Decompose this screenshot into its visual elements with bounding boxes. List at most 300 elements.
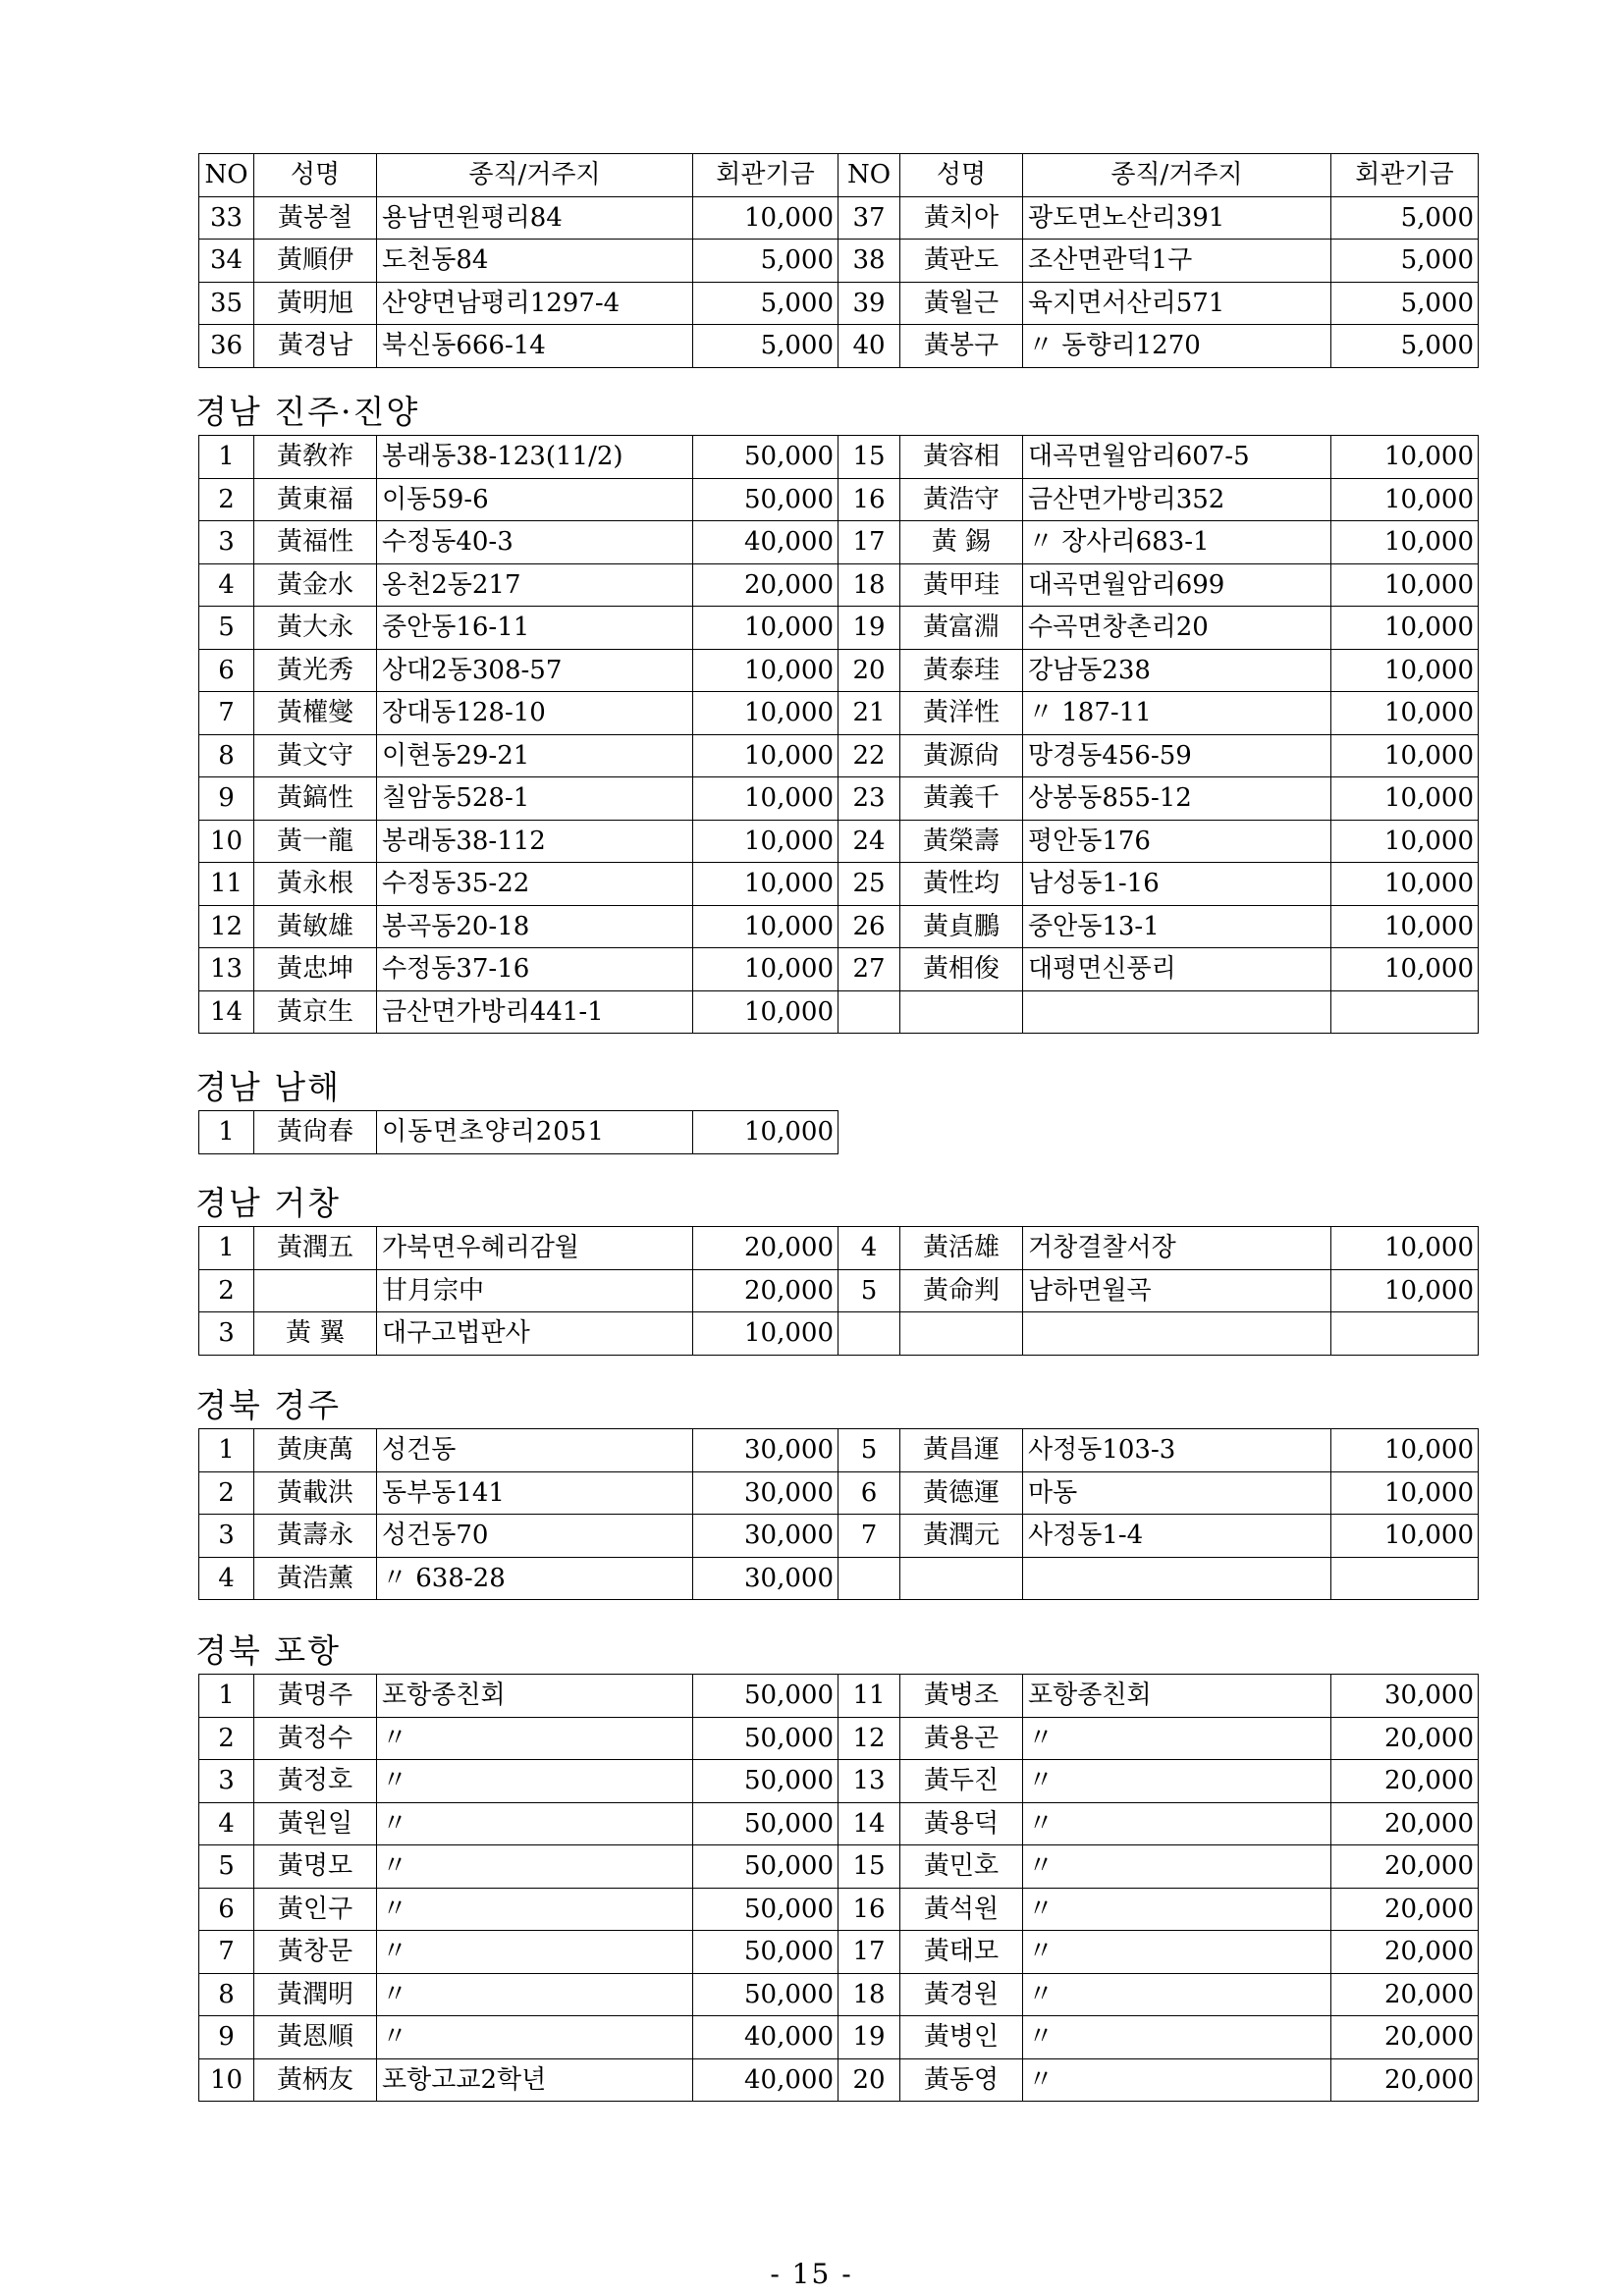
column-header-name: 성명 [254,154,377,197]
table-row [199,820,1479,863]
table-row [199,1973,1479,2016]
member-amount: 10,000 [693,777,839,821]
member-no: 14 [839,1802,900,1845]
member-name: 黃德運 [900,1471,1023,1515]
member-address: 동부동141 [377,1471,693,1515]
member-amount: 10,000 [693,1312,839,1356]
member-name: 黃정수 [254,1717,377,1760]
member-no: 4 [839,1227,900,1270]
member-address: 이동59-6 [377,478,693,521]
table-row [199,240,1479,283]
member-no: 18 [839,1973,900,2016]
member-amount: 20,000 [1331,1931,1479,1974]
member-address: 금산면가방리441-1 [377,990,693,1034]
member-amount: 20,000 [1331,1973,1479,2016]
member-amount [1331,1557,1479,1600]
column-header-address: 종직/거주지 [377,154,693,197]
member-address: 수정동37-16 [377,948,693,991]
table-row [199,282,1479,325]
member-name: 黃치아 [900,196,1023,240]
member-amount: 20,000 [1331,1802,1479,1845]
member-name: 黃병조 [900,1675,1023,1718]
member-no: 37 [839,196,900,240]
member-name: 黃태모 [900,1931,1023,1974]
member-address: 〃 [1023,1717,1331,1760]
member-no: 12 [839,1717,900,1760]
column-header-no: NO [839,154,900,197]
member-address: 〃 [1023,1760,1331,1803]
table-row [199,1429,1479,1472]
member-amount: 20,000 [1331,2058,1479,2102]
member-address: 상대2동308-57 [377,649,693,692]
member-no: 1 [199,1227,254,1270]
member-no: 10 [199,820,254,863]
member-name: 黃柄友 [254,2058,377,2102]
member-amount: 30,000 [693,1471,839,1515]
member-address: 중안동16-11 [377,607,693,650]
member-amount: 10,000 [1331,563,1479,607]
member-name: 黃義千 [900,777,1023,821]
member-address: 수곡면창촌리20 [1023,607,1331,650]
member-amount: 10,000 [1331,607,1479,650]
member-amount: 10,000 [693,649,839,692]
member-address: 대평면신풍리 [1023,948,1331,991]
table-row [199,1111,839,1154]
section-title-geochang: 경남 거창 [195,1184,342,1222]
pohang-member-table [198,1674,1479,2102]
member-amount: 5,000 [1331,196,1479,240]
member-amount: 50,000 [693,1973,839,2016]
member-no: 1 [199,1429,254,1472]
section-title-namhae: 경남 남해 [195,1068,342,1106]
geochang-member-table [198,1226,1479,1356]
member-amount: 20,000 [1331,1888,1479,1931]
member-no: 27 [839,948,900,991]
member-name: 黃潤五 [254,1227,377,1270]
member-no: 3 [199,1515,254,1558]
member-amount: 10,000 [693,607,839,650]
member-amount: 10,000 [1331,863,1479,906]
member-no: 18 [839,563,900,607]
member-no: 13 [199,948,254,991]
member-address: 대구고법판사 [377,1312,693,1356]
member-no: 8 [199,1973,254,2016]
member-address: 도천동84 [377,240,693,283]
table-row [199,521,1479,564]
member-amount: 5,000 [693,282,839,325]
member-no [839,1312,900,1356]
member-name: 黃월근 [900,282,1023,325]
member-amount: 10,000 [693,1111,839,1154]
member-name: 黃인구 [254,1888,377,1931]
member-address: 조산면관덕1구 [1023,240,1331,283]
member-name: 黃용덕 [900,1802,1023,1845]
member-name: 黃浩守 [900,478,1023,521]
member-no: 35 [199,282,254,325]
member-no: 9 [199,2016,254,2059]
member-name: 黃봉구 [900,325,1023,368]
member-no: 13 [839,1760,900,1803]
member-no: 38 [839,240,900,283]
header-row [199,154,1479,197]
member-no: 8 [199,734,254,777]
member-no: 2 [199,478,254,521]
member-name: 黃潤元 [900,1515,1023,1558]
member-amount: 50,000 [693,1717,839,1760]
member-name: 黃명주 [254,1675,377,1718]
member-name: 黃창문 [254,1931,377,1974]
member-no: 4 [199,563,254,607]
column-header-amount: 회관기금 [693,154,839,197]
member-no: 4 [199,1557,254,1600]
member-amount: 10,000 [1331,436,1479,479]
member-address: 甘月宗中 [377,1269,693,1312]
member-no: 3 [199,1312,254,1356]
member-name: 黃忠坤 [254,948,377,991]
member-name: 黃貞鵬 [900,905,1023,948]
table-row [199,1312,1479,1356]
member-address: 〃 [1023,1845,1331,1889]
table-row [199,1931,1479,1974]
member-address: 포항고교2학년 [377,2058,693,2102]
member-no: 6 [839,1471,900,1515]
member-amount: 20,000 [1331,2016,1479,2059]
member-no: 12 [199,905,254,948]
member-name: 黃봉철 [254,196,377,240]
member-address: 옹천2동217 [377,563,693,607]
member-address: 〃 [377,1888,693,1931]
member-address: 성건동70 [377,1515,693,1558]
member-name: 黃敎祚 [254,436,377,479]
member-amount: 30,000 [1331,1675,1479,1718]
member-no: 2 [199,1269,254,1312]
member-address: 〃 [377,1973,693,2016]
table-row [199,1471,1479,1515]
member-no: 3 [199,1760,254,1803]
member-name: 黃병인 [900,2016,1023,2059]
member-amount: 5,000 [693,240,839,283]
table-row [199,1760,1479,1803]
member-name [254,1269,377,1312]
member-no: 39 [839,282,900,325]
member-address: 〃 [1023,2016,1331,2059]
member-address: 수정동35-22 [377,863,693,906]
member-address: 상봉동855-12 [1023,777,1331,821]
member-no: 21 [839,692,900,735]
member-address [1023,1557,1331,1600]
member-address: 포항종친회 [377,1675,693,1718]
member-no: 23 [839,777,900,821]
member-no: 36 [199,325,254,368]
member-name: 黃정호 [254,1760,377,1803]
member-amount: 10,000 [1331,649,1479,692]
member-name: 黃판도 [900,240,1023,283]
member-amount: 10,000 [693,948,839,991]
member-address: 남성동1-16 [1023,863,1331,906]
member-name: 黃富淵 [900,607,1023,650]
member-amount: 10,000 [1331,820,1479,863]
table-row [199,2016,1479,2059]
gyeongju-member-table [198,1428,1479,1600]
member-amount: 10,000 [1331,905,1479,948]
member-name: 黃順伊 [254,240,377,283]
table-row [199,1515,1479,1558]
member-address: 수정동40-3 [377,521,693,564]
column-header-no: NO [199,154,254,197]
section-title-pohang: 경북 포항 [195,1631,342,1670]
member-address: 〃 [377,1802,693,1845]
table-row [199,1227,1479,1270]
member-amount: 10,000 [693,863,839,906]
member-address: 용남면원평리84 [377,196,693,240]
member-amount: 10,000 [1331,692,1479,735]
member-amount: 10,000 [693,734,839,777]
member-name: 黃光秀 [254,649,377,692]
member-amount: 30,000 [693,1515,839,1558]
member-address: 〃 [1023,1931,1331,1974]
member-no: 25 [839,863,900,906]
member-name: 黃榮壽 [900,820,1023,863]
member-address: 〃 [1023,2058,1331,2102]
jinju-member-table [198,435,1479,1034]
member-no [839,990,900,1034]
column-header-name: 성명 [900,154,1023,197]
member-address: 봉곡동20-18 [377,905,693,948]
member-no: 34 [199,240,254,283]
member-amount: 40,000 [693,521,839,564]
member-name: 黃一龍 [254,820,377,863]
member-no: 11 [839,1675,900,1718]
member-address: 〃 [1023,1802,1331,1845]
member-name: 黃東福 [254,478,377,521]
member-amount: 10,000 [1331,948,1479,991]
member-amount: 5,000 [1331,325,1479,368]
table-row [199,1802,1479,1845]
member-no: 22 [839,734,900,777]
member-amount: 50,000 [693,478,839,521]
table-row [199,478,1479,521]
member-amount: 20,000 [693,1227,839,1270]
member-address: 〃 187-11 [1023,692,1331,735]
member-name: 黃泰珪 [900,649,1023,692]
member-no: 11 [199,863,254,906]
table-row [199,948,1479,991]
member-name: 黃尙春 [254,1111,377,1154]
member-address: 성건동 [377,1429,693,1472]
member-address [1023,990,1331,1034]
table-row [199,734,1479,777]
member-address: 〃 [377,1760,693,1803]
top-member-table [198,153,1479,368]
table-row [199,1557,1479,1600]
member-name: 黃명모 [254,1845,377,1889]
member-amount: 10,000 [1331,1227,1479,1270]
member-name: 黃大永 [254,607,377,650]
member-no: 7 [199,692,254,735]
member-amount: 20,000 [1331,1717,1479,1760]
member-amount: 10,000 [1331,1515,1479,1558]
member-address: 〃 [377,2016,693,2059]
member-amount [1331,990,1479,1034]
page-number: - 15 - [770,2258,853,2290]
member-amount: 50,000 [693,1931,839,1974]
table-row [199,1717,1479,1760]
member-no [839,1557,900,1600]
member-name [900,1557,1023,1600]
member-amount: 40,000 [693,2016,839,2059]
member-name: 黃載洪 [254,1471,377,1515]
member-address: 금산면가방리352 [1023,478,1331,521]
member-address: 육지면서산리571 [1023,282,1331,325]
member-address: 이현동29-21 [377,734,693,777]
member-address: 〃 [377,1845,693,1889]
table-row [199,196,1479,240]
member-no: 7 [199,1931,254,1974]
member-no: 10 [199,2058,254,2102]
member-name: 黃福性 [254,521,377,564]
member-amount: 10,000 [1331,1471,1479,1515]
member-no: 5 [199,607,254,650]
table-row [199,863,1479,906]
member-no: 15 [839,436,900,479]
member-amount: 40,000 [693,2058,839,2102]
member-address: 장대동128-10 [377,692,693,735]
member-amount: 30,000 [693,1557,839,1600]
member-address: 〃 동향리1270 [1023,325,1331,368]
member-no: 24 [839,820,900,863]
member-no: 6 [199,1888,254,1931]
member-amount: 10,000 [1331,734,1479,777]
member-amount: 5,000 [1331,282,1479,325]
member-name: 黃昌運 [900,1429,1023,1472]
member-address: 남하면월곡 [1023,1269,1331,1312]
member-address: 〃 638-28 [377,1557,693,1600]
member-no: 3 [199,521,254,564]
member-address: 대곡면월암리607-5 [1023,436,1331,479]
member-name: 黃潤明 [254,1973,377,2016]
member-address: 〃 [1023,1973,1331,2016]
member-amount: 10,000 [1331,1429,1479,1472]
member-address: 거창결찰서장 [1023,1227,1331,1270]
table-row [199,990,1479,1034]
member-no: 1 [199,436,254,479]
member-name: 黃용곤 [900,1717,1023,1760]
member-address: 망경동456-59 [1023,734,1331,777]
column-header-address: 종직/거주지 [1023,154,1331,197]
member-no: 17 [839,521,900,564]
table-row [199,649,1479,692]
member-address: 마동 [1023,1471,1331,1515]
member-no: 1 [199,1111,254,1154]
member-amount: 20,000 [1331,1845,1479,1889]
member-name [900,1312,1023,1356]
member-amount: 10,000 [693,990,839,1034]
member-address: 사정동103-3 [1023,1429,1331,1472]
member-no: 7 [839,1515,900,1558]
member-no: 16 [839,1888,900,1931]
member-amount: 10,000 [1331,777,1479,821]
member-amount: 20,000 [693,1269,839,1312]
member-name: 黃相俊 [900,948,1023,991]
member-address: 대곡면월암리699 [1023,563,1331,607]
namhae-member-table [198,1110,839,1154]
member-name: 黃容相 [900,436,1023,479]
member-no: 2 [199,1471,254,1515]
member-amount: 5,000 [1331,240,1479,283]
member-address [1023,1312,1331,1356]
member-address: 봉래동38-112 [377,820,693,863]
member-name: 黃동영 [900,2058,1023,2102]
member-address: 평안동176 [1023,820,1331,863]
member-name: 黃金水 [254,563,377,607]
member-amount: 50,000 [693,1888,839,1931]
member-amount: 50,000 [693,436,839,479]
member-no: 16 [839,478,900,521]
member-address: 봉래동38-123(11/2) [377,436,693,479]
member-name: 黃석원 [900,1888,1023,1931]
table-row [199,325,1479,368]
member-no: 17 [839,1931,900,1974]
member-name: 黃경남 [254,325,377,368]
member-amount: 30,000 [693,1429,839,1472]
member-no: 14 [199,990,254,1034]
table-row [199,1888,1479,1931]
member-name: 黃두진 [900,1760,1023,1803]
member-address: 〃 [377,1931,693,1974]
member-address: 북신동666-14 [377,325,693,368]
member-amount: 20,000 [693,563,839,607]
member-name: 黃 翼 [254,1312,377,1356]
member-amount: 10,000 [1331,521,1479,564]
member-name: 黃洋性 [900,692,1023,735]
member-name: 黃敏雄 [254,905,377,948]
section-title-gyeongju: 경북 경주 [195,1386,342,1424]
member-name: 黃恩順 [254,2016,377,2059]
member-no: 20 [839,649,900,692]
member-no: 6 [199,649,254,692]
table-row [199,692,1479,735]
member-name: 黃甲珪 [900,563,1023,607]
section-title-jinju: 경남 진주·진양 [195,393,420,431]
table-row [199,905,1479,948]
member-address: 광도면노산리391 [1023,196,1331,240]
member-no: 2 [199,1717,254,1760]
member-name: 黃경원 [900,1973,1023,2016]
member-no: 15 [839,1845,900,1889]
table-row [199,436,1479,479]
table-row [199,1675,1479,1718]
member-no: 5 [839,1269,900,1312]
table-row [199,1845,1479,1889]
member-amount: 10,000 [693,905,839,948]
member-no: 19 [839,607,900,650]
member-amount: 10,000 [693,820,839,863]
member-amount: 50,000 [693,1802,839,1845]
member-no: 33 [199,196,254,240]
member-amount: 50,000 [693,1675,839,1718]
member-no: 26 [839,905,900,948]
table-row [199,2058,1479,2102]
member-amount: 50,000 [693,1845,839,1889]
member-name: 黃永根 [254,863,377,906]
member-address: 칠암동528-1 [377,777,693,821]
member-address: 산양면남평리1297-4 [377,282,693,325]
member-no: 20 [839,2058,900,2102]
member-name [900,990,1023,1034]
member-no: 9 [199,777,254,821]
member-name: 黃민호 [900,1845,1023,1889]
member-name: 黃明旭 [254,282,377,325]
